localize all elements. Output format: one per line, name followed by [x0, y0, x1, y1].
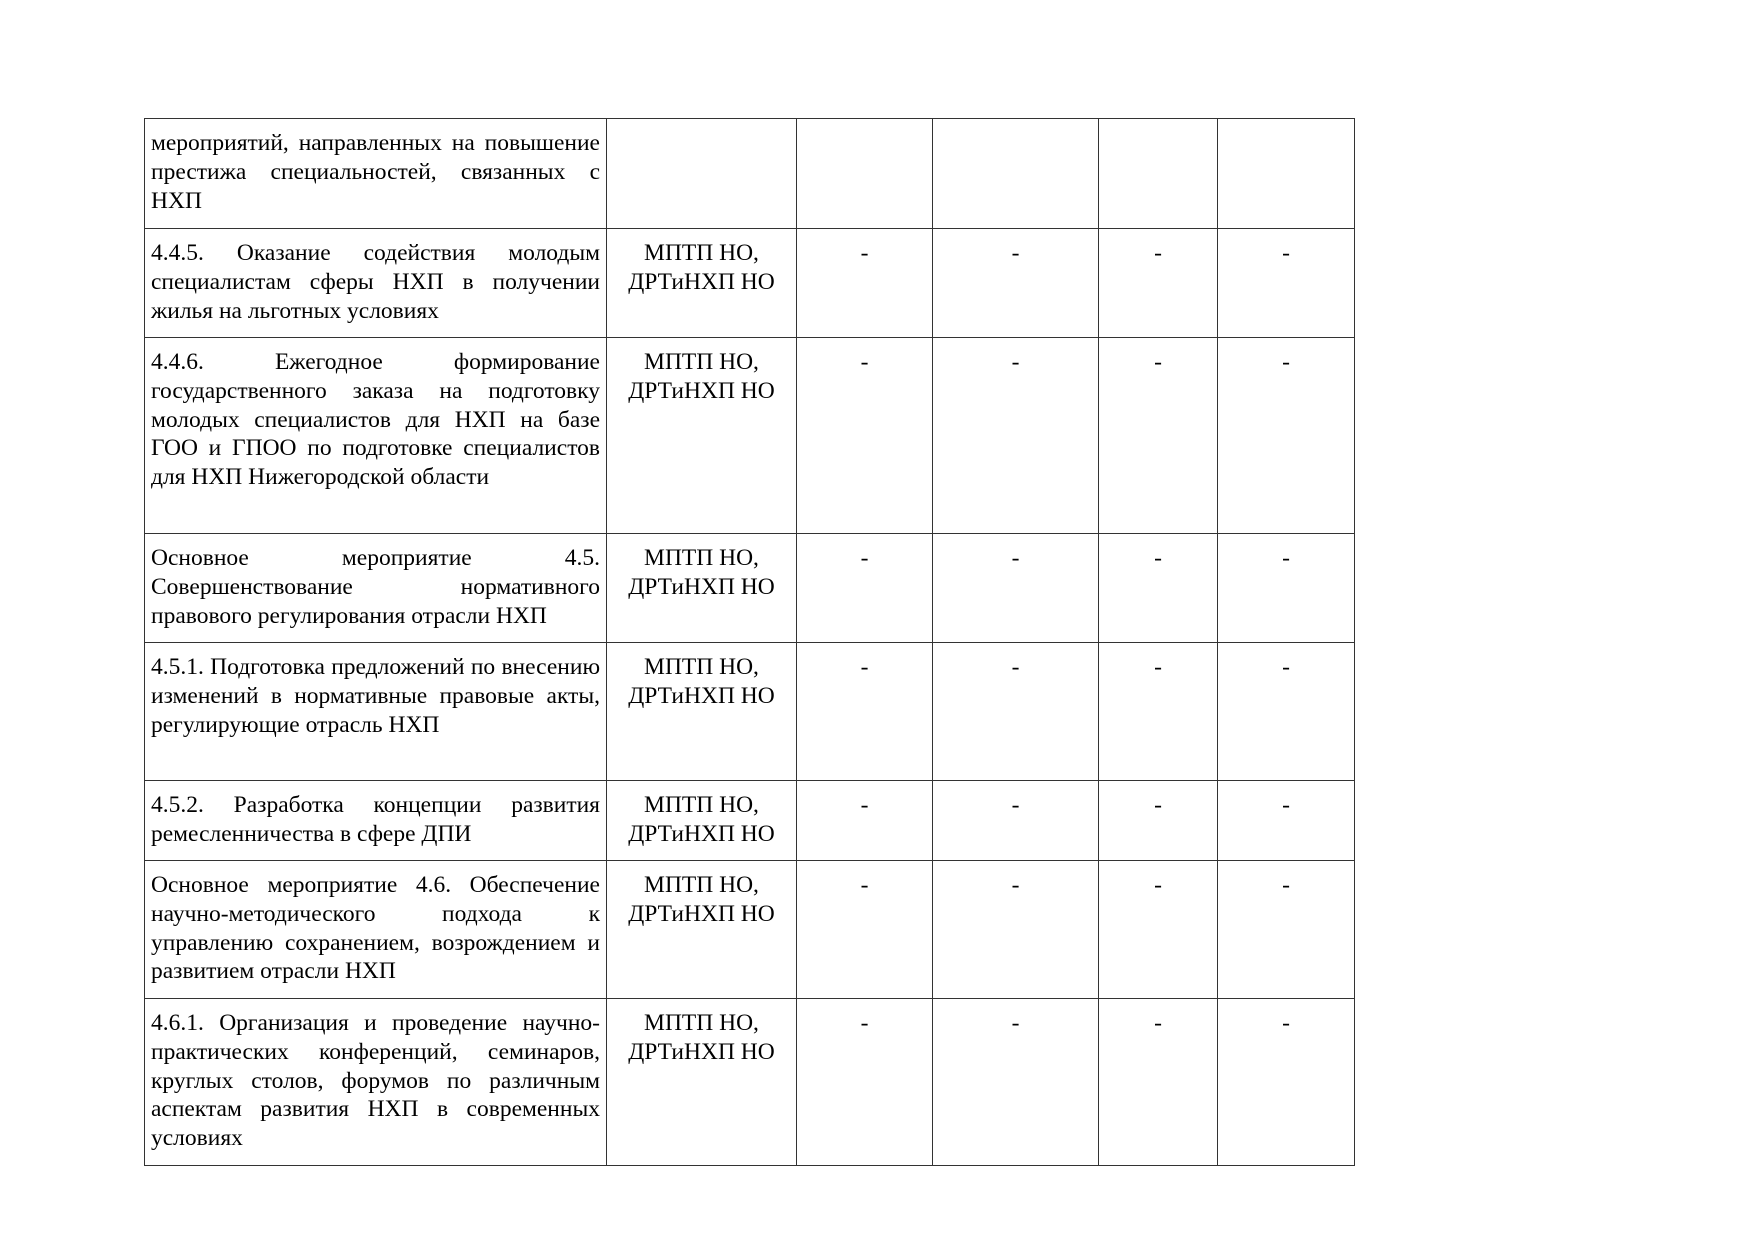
- measure-description: 4.6.1. Организация и проведение научно-практических конференций, семинаров, круглых столов, форумов по различным аспектам развития НХП в современных условиях: [145, 999, 607, 1166]
- value-cell: -: [1099, 781, 1218, 861]
- value-cell: [1099, 119, 1218, 229]
- table-row: [145, 119, 1355, 229]
- value-cell: -: [797, 229, 933, 338]
- responsible-executor: МПТП НО, ДРТиНХП НО: [607, 338, 797, 534]
- value-cell: -: [933, 534, 1099, 643]
- value-cell: -: [933, 229, 1099, 338]
- table-body: [145, 119, 1355, 1166]
- value-cell: [1218, 119, 1355, 229]
- measure-description: 4.5.2. Разработка концепции развития ремесленничества в сфере ДПИ: [145, 781, 607, 861]
- value-cell: -: [933, 338, 1099, 534]
- value-cell: -: [797, 534, 933, 643]
- value-cell: -: [1218, 643, 1355, 781]
- table-row: [145, 534, 1355, 643]
- measure-description: мероприятий, направленных на повышение престижа специальностей, связанных с НХП: [145, 119, 607, 229]
- value-cell: -: [1218, 534, 1355, 643]
- value-cell: -: [1099, 643, 1218, 781]
- value-cell: -: [797, 643, 933, 781]
- value-cell: -: [1218, 861, 1355, 999]
- value-cell: -: [1099, 229, 1218, 338]
- value-cell: -: [797, 999, 933, 1166]
- value-cell: -: [933, 999, 1099, 1166]
- responsible-executor: МПТП НО, ДРТиНХП НО: [607, 229, 797, 338]
- value-cell: -: [1218, 781, 1355, 861]
- responsible-executor: [607, 119, 797, 229]
- value-cell: -: [933, 861, 1099, 999]
- measure-description: Основное мероприятие 4.6. Обеспечение научно-методического подхода к управлению сохранением, возрождением и развитием отрасли НХП: [145, 861, 607, 999]
- table-row: [145, 643, 1355, 781]
- value-cell: -: [797, 338, 933, 534]
- value-cell: -: [797, 861, 933, 999]
- value-cell: -: [797, 781, 933, 861]
- responsible-executor: МПТП НО, ДРТиНХП НО: [607, 861, 797, 999]
- responsible-executor: МПТП НО, ДРТиНХП НО: [607, 643, 797, 781]
- value-cell: -: [1099, 999, 1218, 1166]
- table-row: [145, 781, 1355, 861]
- measure-description: 4.4.5. Оказание содействия молодым специалистам сферы НХП в получении жилья на льготных условиях: [145, 229, 607, 338]
- value-cell: -: [1218, 229, 1355, 338]
- value-cell: [933, 119, 1099, 229]
- value-cell: -: [1099, 861, 1218, 999]
- value-cell: -: [1099, 338, 1218, 534]
- value-cell: [797, 119, 933, 229]
- value-cell: -: [1099, 534, 1218, 643]
- table-row: [145, 338, 1355, 534]
- value-cell: -: [1218, 338, 1355, 534]
- measure-description: Основное мероприятие 4.5. Совершенствование нормативного правового регулирования отрасли НХП: [145, 534, 607, 643]
- value-cell: -: [933, 643, 1099, 781]
- measures-table: [144, 118, 1355, 1166]
- responsible-executor: МПТП НО, ДРТиНХП НО: [607, 781, 797, 861]
- table-row: [145, 229, 1355, 338]
- value-cell: -: [933, 781, 1099, 861]
- table-row: [145, 861, 1355, 999]
- measure-description: 4.5.1. Подготовка предложений по внесению изменений в нормативные правовые акты, регулирующие отрасль НХП: [145, 643, 607, 781]
- responsible-executor: МПТП НО, ДРТиНХП НО: [607, 999, 797, 1166]
- value-cell: -: [1218, 999, 1355, 1166]
- measure-description: 4.4.6. Ежегодное формирование государственного заказа на подготовку молодых специалистов для НХП на базе ГОО и ГПОО по подготовке специалистов для НХП Нижегородской области: [145, 338, 607, 534]
- table-row: [145, 999, 1355, 1166]
- responsible-executor: МПТП НО, ДРТиНХП НО: [607, 534, 797, 643]
